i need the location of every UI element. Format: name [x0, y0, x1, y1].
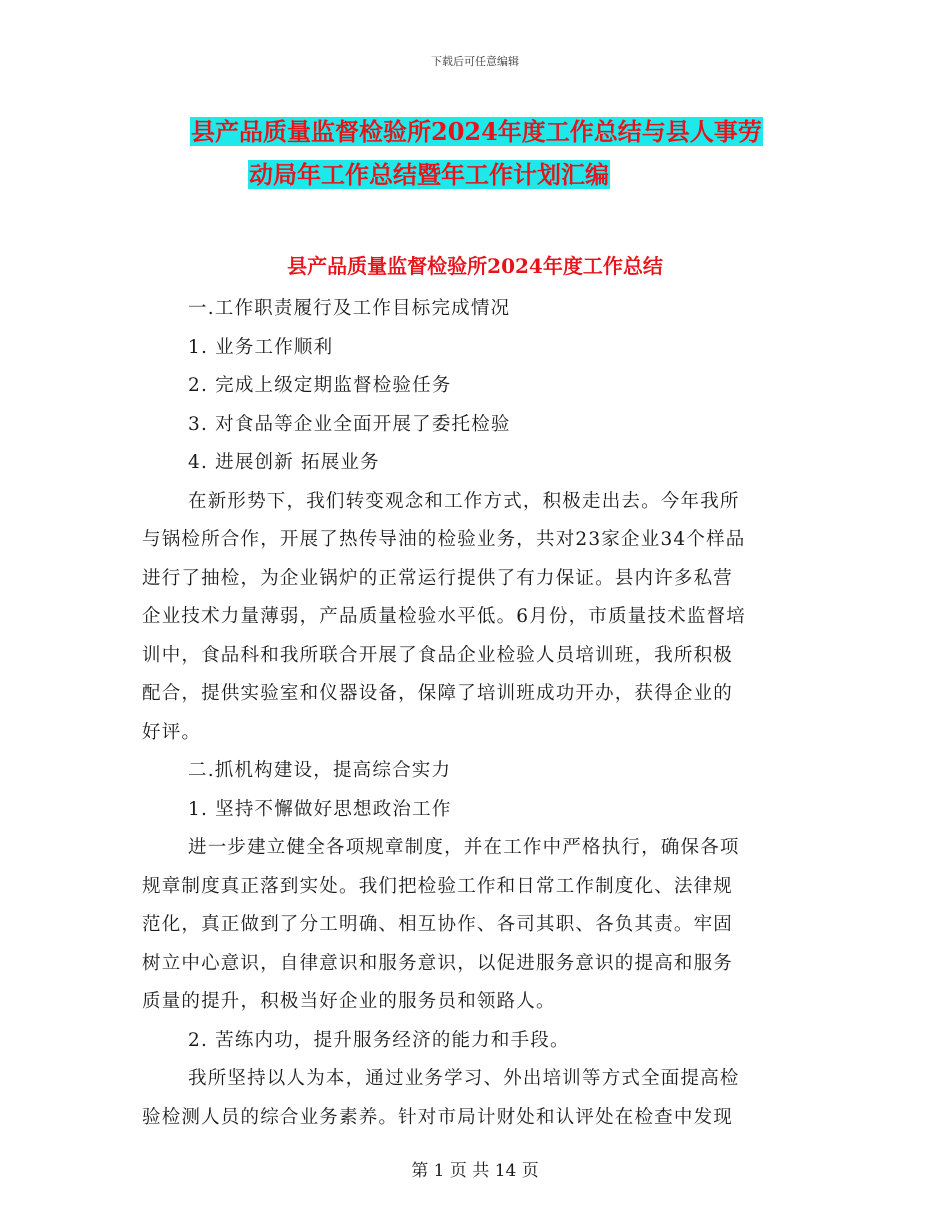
- paragraph-line: 与锅检所合作，开展了热传导油的检验业务，共对23家企业34个样品: [142, 529, 746, 550]
- paragraph-line: 在新形势下，我们转变观念和工作方式，积极走出去。今年我所: [188, 490, 740, 512]
- paragraph-line: 进行了抽检，为企业锅炉的正常运行提供了有力保证。县内许多私营: [142, 567, 734, 589]
- paragraph-line: 企业技术力量薄弱，产品质量检验水平低。6月份，市质量技术监督培: [142, 606, 746, 627]
- paragraph-line: 规章制度真正落到实处。我们把检验工作和日常工作制度化、法律规: [142, 875, 734, 897]
- paragraph-line: 训中，食品科和我所联合开展了食品企业检验人员培训班，我所积极: [142, 644, 734, 666]
- paragraph-line: 树立中心意识，自律意识和服务意识，以促进服务意识的提高和服务: [142, 952, 734, 974]
- paragraph-line: 配合，提供实验室和仪器设备，保障了培训班成功开办，获得企业的: [142, 683, 734, 704]
- heading-2: 二.抓机构建设，提高综合实力: [188, 760, 452, 781]
- list-item: 2. 完成上级定期监督检验任务: [188, 375, 452, 396]
- document-body: [142, 290, 812, 1137]
- document-title-line-1: 县产品质量监督检验所2024年度工作总结与县人事劳: [191, 117, 762, 146]
- paragraph-line: 验检测人员的综合业务素养。针对市局计财处和认评处在检查中发现: [142, 1106, 734, 1128]
- list-item: 1. 坚持不懈做好思想政治工作: [188, 798, 452, 820]
- heading-1: 一.工作职责履行及工作目标完成情况: [188, 298, 511, 319]
- paragraph-line: 范化，真正做到了分工明确、相互协作、各司其职、各负其责。牢固: [142, 914, 734, 935]
- document-title-line-2: 动局年工作总结暨年工作计划汇编: [249, 160, 609, 189]
- list-item: 3. 对食品等企业全面开展了委托检验: [188, 413, 511, 435]
- paragraph-line: 进一步建立健全各项规章制度，并在工作中严格执行，确保各项: [188, 837, 740, 858]
- list-item: 1. 业务工作顺利: [188, 336, 334, 358]
- page-number-footer: 第 1 页 共 14 页: [411, 1161, 539, 1181]
- section-title: 县产品质量监督检验所2024年度工作总结: [287, 254, 663, 278]
- paragraph-line: 好评。: [142, 721, 202, 743]
- list-item: 4. 进展创新 拓展业务: [188, 452, 380, 473]
- paragraph-line: 我所坚持以人为本，通过业务学习、外出培训等方式全面提高检: [188, 1068, 740, 1089]
- paragraph-line: 质量的提升，积极当好企业的服务员和领路人。: [142, 991, 556, 1012]
- list-item: 2. 苦练内功，提升服务经济的能力和手段。: [188, 1029, 570, 1051]
- header-note: 下载后可任意编辑: [431, 55, 519, 68]
